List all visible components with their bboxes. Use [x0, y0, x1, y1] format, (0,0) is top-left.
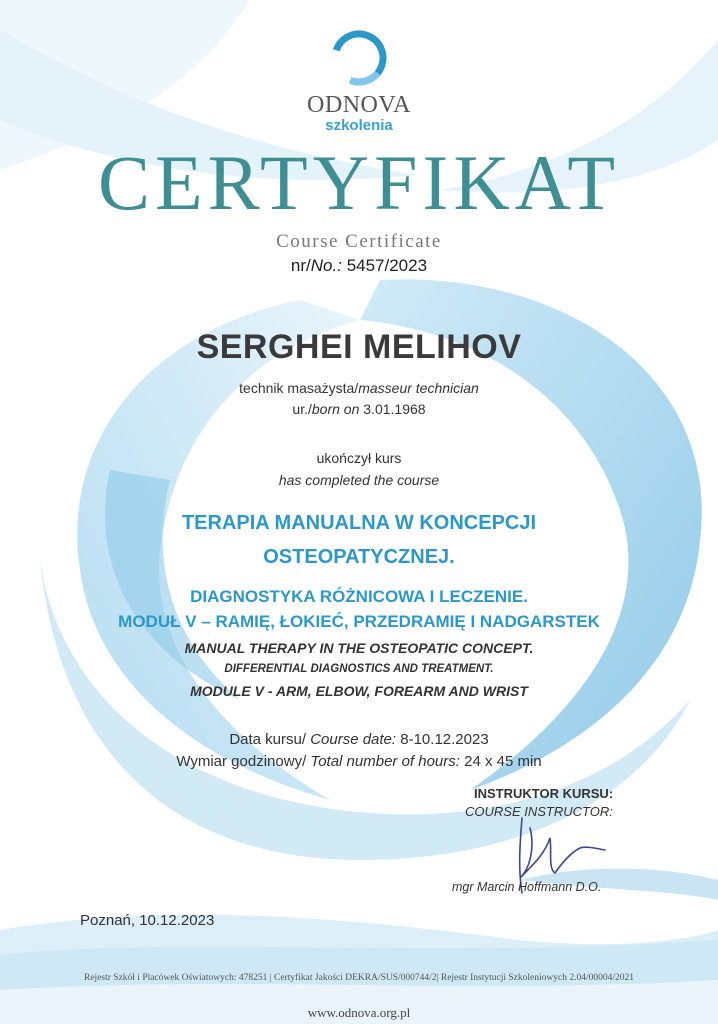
certificate-subtitle: Course Certificate [276, 231, 442, 252]
course-title-en-2: DIFFERENTIAL DIAGNOSTICS AND TREATMENT. [224, 663, 494, 675]
registry-footer: Rejestr Szkół i Placówek Oświatowych: 478251 | Certyfikat Jakości DEKRA/SUS/000744/2| Rejestr Instytucji Szkoleniowych 2.04/00004/2021 [84, 973, 634, 983]
completed-pl: ukończył kurs [316, 450, 402, 466]
certificate-number: nr/No.: 5457/2023 [290, 256, 428, 275]
course-title-en-1: MANUAL THERAPY IN THE OSTEOPATIC CONCEPT. [184, 640, 534, 656]
website-url: www.odnova.org.pl [307, 1005, 411, 1020]
certificate-title: CERTYFIKAT [98, 139, 620, 226]
course-title-pl-1: TERAPIA MANUALNA W KONCEPCJI [181, 512, 537, 534]
instructor-name: mgr Marcin Hoffmann D.O. [452, 880, 602, 894]
completed-en: has completed the course [278, 472, 440, 488]
place-date: Poznań, 10.12.2023 [80, 912, 215, 929]
instructor-label-pl: INSTRUKTOR KURSU: [474, 786, 614, 801]
recipient-birth: ur./born on 3.01.1968 [292, 401, 426, 417]
instructor-label-en: COURSE INSTRUCTOR: [465, 804, 613, 819]
recipient-name: SERGHEI MELIHOV [196, 328, 522, 366]
course-title-pl-2: OSTEOPATYCZNEJ. [263, 546, 455, 568]
brand-sub: szkolenia [325, 117, 393, 134]
course-hours: Wymiar godzinowy/ Total number of hours: 24 x 45 min [176, 753, 542, 770]
odnova-logo-icon [329, 28, 389, 88]
course-title-en-3: MODULE V - ARM, ELBOW, FOREARM AND WRIST [190, 683, 528, 699]
brand-name: ODNOVA [307, 92, 411, 118]
course-title-pl-3: DIAGNOSTYKA RÓŻNICOWA I LECZENIE. [190, 587, 528, 606]
course-date: Data kursu/ Course date: 8-10.12.2023 [229, 731, 489, 748]
course-title-pl-4: MODUŁ V – RAMIĘ, ŁOKIEĆ, PRZEDRAMIĘ I NADGARSTEK [118, 612, 600, 631]
recipient-profession: technik masażysta/masseur technician [239, 380, 479, 396]
